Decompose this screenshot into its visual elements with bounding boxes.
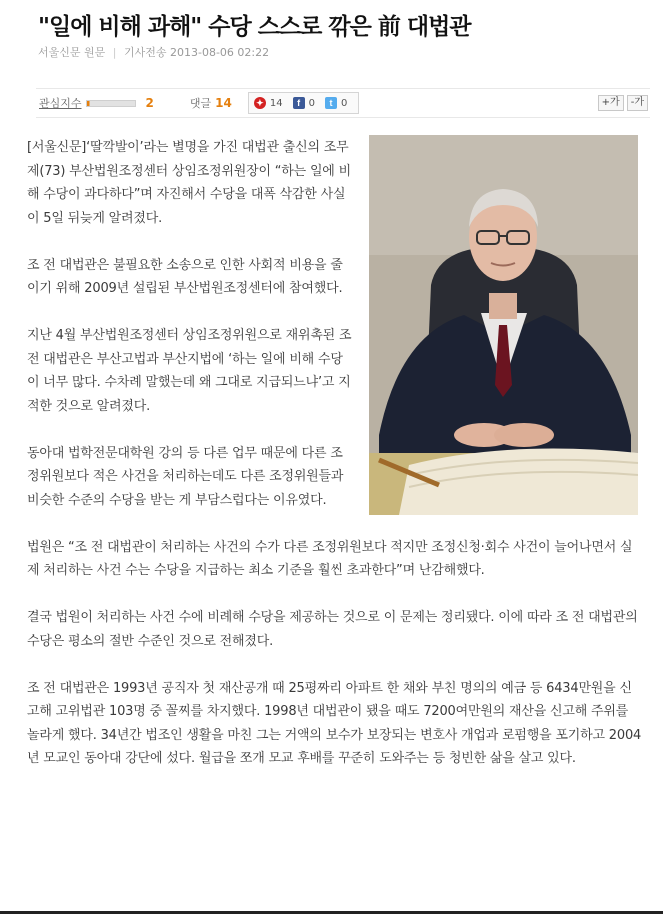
interest-index-value: 2 <box>145 96 154 110</box>
interest-index-label[interactable]: 관심지수 <box>39 97 82 110</box>
font-increase-button[interactable]: +가 <box>598 95 624 111</box>
paragraph-3: 지난 4월 부산법원조정센터 상임조정위원으로 재위촉된 조 전 대법관은 부산고법과 부산지법에 ‘하는 일에 비해 수당이 너무 많다. 수차례 말했는데 왜 그대로 지급되느냐’고 지적한 것으로 알려졌다. <box>27 328 352 414</box>
paragraph-2: 조 전 대법관은 불필요한 소송으로 인한 사회적 비용을 줄이기 위해 2009년 설립된 부산법원조정센터에 참여했다. <box>27 257 343 296</box>
share-count-facebook: 0 <box>308 97 315 109</box>
comment-label[interactable]: 댓글 <box>189 97 212 110</box>
article-meta <box>38 44 269 60</box>
paragraph-6: 결국 법원이 처리하는 사건 수에 비례해 수당을 제공하는 것으로 이 문제는 정리됐다. 이에 따라 조 전 대법관의 수당은 평소의 절반 수준인 것으로 전해졌다. <box>27 610 638 649</box>
red-circle-icon[interactable]: ✦ <box>254 97 266 109</box>
paragraph-5: 법원은 “조 전 대법관이 처리하는 사건의 수가 다른 조정위원보다 적지만 조정신청·회수 사건이 늘어나면서 실제 처리하는 사건 수는 수당을 지급하는 최소 기준을 훨씬 초과한다”며 난감해했다. <box>27 539 633 578</box>
article-timestamp: 기사전송 2013-08-06 02:22 <box>123 46 270 59</box>
share-count-red: 14 <box>269 97 283 109</box>
twitter-icon[interactable]: t <box>325 97 337 109</box>
paragraph-7: 조 전 대법관은 1993년 공직자 첫 재산공개 때 25평짜리 아파트 한 채와 부친 명의의 예금 등 6434만원을 신고해 고위법관 103명 중 꼴찌를 차지했다. 1998년 대법관이 됐을 때도 7200여만원의 재산을 신고해 주위를 놀라게 했다. 34년간 법조인 생활을 마친 그는 거액의 보수가 보장되는 변호사 개업과 로펌행을 포기하고 2004년 모교인 동아대 강단에 섰다. 월급을 쪼개 모교 후배를 꾸준히 도와주는 등 청빈한 삶을 살고 있다. <box>27 680 642 766</box>
article-toolbar <box>36 88 650 118</box>
comment-count[interactable]: 14 <box>215 96 232 110</box>
interest-index-bar <box>86 100 136 107</box>
meta-separator: | <box>112 46 117 59</box>
paragraph-1: [서울신문]‘딸깍발이’라는 별명을 가진 대법관 출신의 조무제(73) 부산법원조정센터 상임조정위원장이 “하는 일에 비해 수당이 과다하다”며 자진해서 수당을 대폭 삭감한 사실이 5일 뒤늦게 알려졌다. <box>27 140 351 226</box>
article-title: "일에 비해 과해" 수당 스스로 깎은 前 대법관 <box>38 14 471 40</box>
paragraph-4: 동아대 법학전문대학원 강의 등 다른 업무 때문에 다른 조정위원보다 적은 사건을 처리하는데도 다른 조정위원들과 비슷한 수준의 수당을 받는 게 부담스럽다는 이유였다. <box>27 445 344 508</box>
source-link[interactable]: 서울신문 원문 <box>38 46 106 59</box>
facebook-icon[interactable]: f <box>293 97 305 109</box>
share-box <box>248 92 359 114</box>
font-decrease-button[interactable]: -가 <box>627 95 648 111</box>
share-count-twitter: 0 <box>340 97 348 109</box>
article-body <box>27 136 642 771</box>
font-size-controls <box>598 95 648 111</box>
